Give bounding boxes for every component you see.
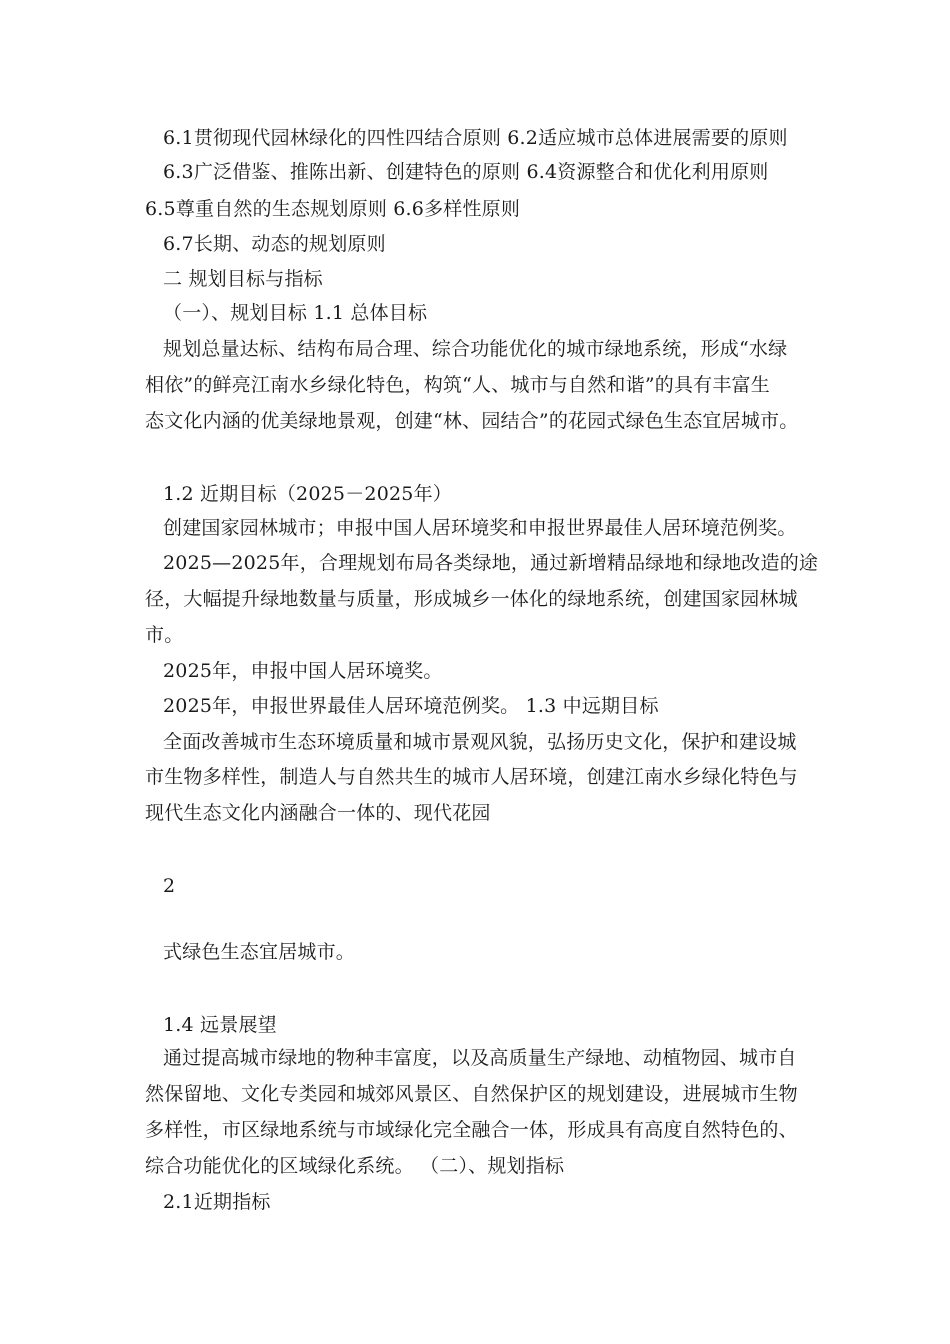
paragraph-line: 径，大幅提升绿地数量与质量，形成城乡一体化的绿地系统，创建国家园林城 (145, 588, 798, 610)
paragraph-line: 全面改善城市生态环境质量和城市景观风貌，弘扬历史文化，保护和建设城 (163, 731, 797, 753)
paragraph-line: 2025—2025年，合理规划布局各类绿地，通过新增精品绿地和绿地改造的途 (163, 552, 819, 574)
subsection-heading: （一）、规划目标 1.1 总体目标 (163, 302, 428, 324)
subsection-heading: 1.4 远景展望 (163, 1014, 277, 1036)
page-number: 2 (163, 875, 176, 897)
paragraph-line: 现代生态文化内涵融合一体的、现代花园 (145, 802, 491, 824)
paragraph-line: 市。 (145, 624, 184, 646)
section-heading: 二 规划目标与指标 (163, 268, 323, 290)
paragraph-line: 态文化内涵的优美绿地景观，创建“林、园结合”的花园式绿色生态宜居城市。 (145, 410, 799, 432)
principle-line-6-3-6-4: 6.3广泛借鉴、推陈出新、创建特色的原则 6.4资源整合和优化利用原则 (163, 161, 769, 183)
paragraph-line: 创建国家园林城市；申报中国人居环境奖和申报世界最佳人居环境范例奖。 (163, 517, 797, 539)
paragraph-line: 相依”的鲜亮江南水乡绿化特色，构筑“人、城市与自然和谐”的具有丰富生 (145, 374, 770, 396)
subsection-heading: 2.1近期指标 (163, 1191, 271, 1213)
subsection-heading: 1.2 近期目标（2025－2025年） (163, 483, 452, 505)
principle-line-6-1-6-2: 6.1贯彻现代园林绿化的四性四结合原则 6.2适应城市总体进展需要的原则 (163, 127, 788, 149)
paragraph-line: 2025年，申报中国人居环境奖。 (163, 660, 443, 682)
paragraph-line: 然保留地、文化专类园和城郊风景区、自然保护区的规划建设，进展城市生物 (145, 1083, 798, 1105)
paragraph-line: 式绿色生态宜居城市。 (163, 941, 356, 963)
paragraph-line: 综合功能优化的区域绿化系统。 （二）、规划指标 (145, 1155, 565, 1177)
paragraph-line: 规划总量达标、结构布局合理、综合功能优化的城市绿地系统，形成“水绿 (163, 338, 788, 360)
principle-line-6-5-6-6: 6.5尊重自然的生态规划原则 6.6多样性原则 (145, 198, 521, 220)
paragraph-line: 2025年，申报世界最佳人居环境范例奖。 1.3 中远期目标 (163, 695, 659, 717)
principle-line-6-7: 6.7长期、动态的规划原则 (163, 233, 386, 255)
paragraph-line: 市生物多样性，制造人与自然共生的城市人居环境，创建江南水乡绿化特色与 (145, 766, 798, 788)
paragraph-line: 通过提高城市绿地的物种丰富度，以及高质量生产绿地、动植物园、城市自 (163, 1047, 797, 1069)
paragraph-line: 多样性，市区绿地系统与市域绿化完全融合一体，形成具有高度自然特色的、 (145, 1119, 798, 1141)
